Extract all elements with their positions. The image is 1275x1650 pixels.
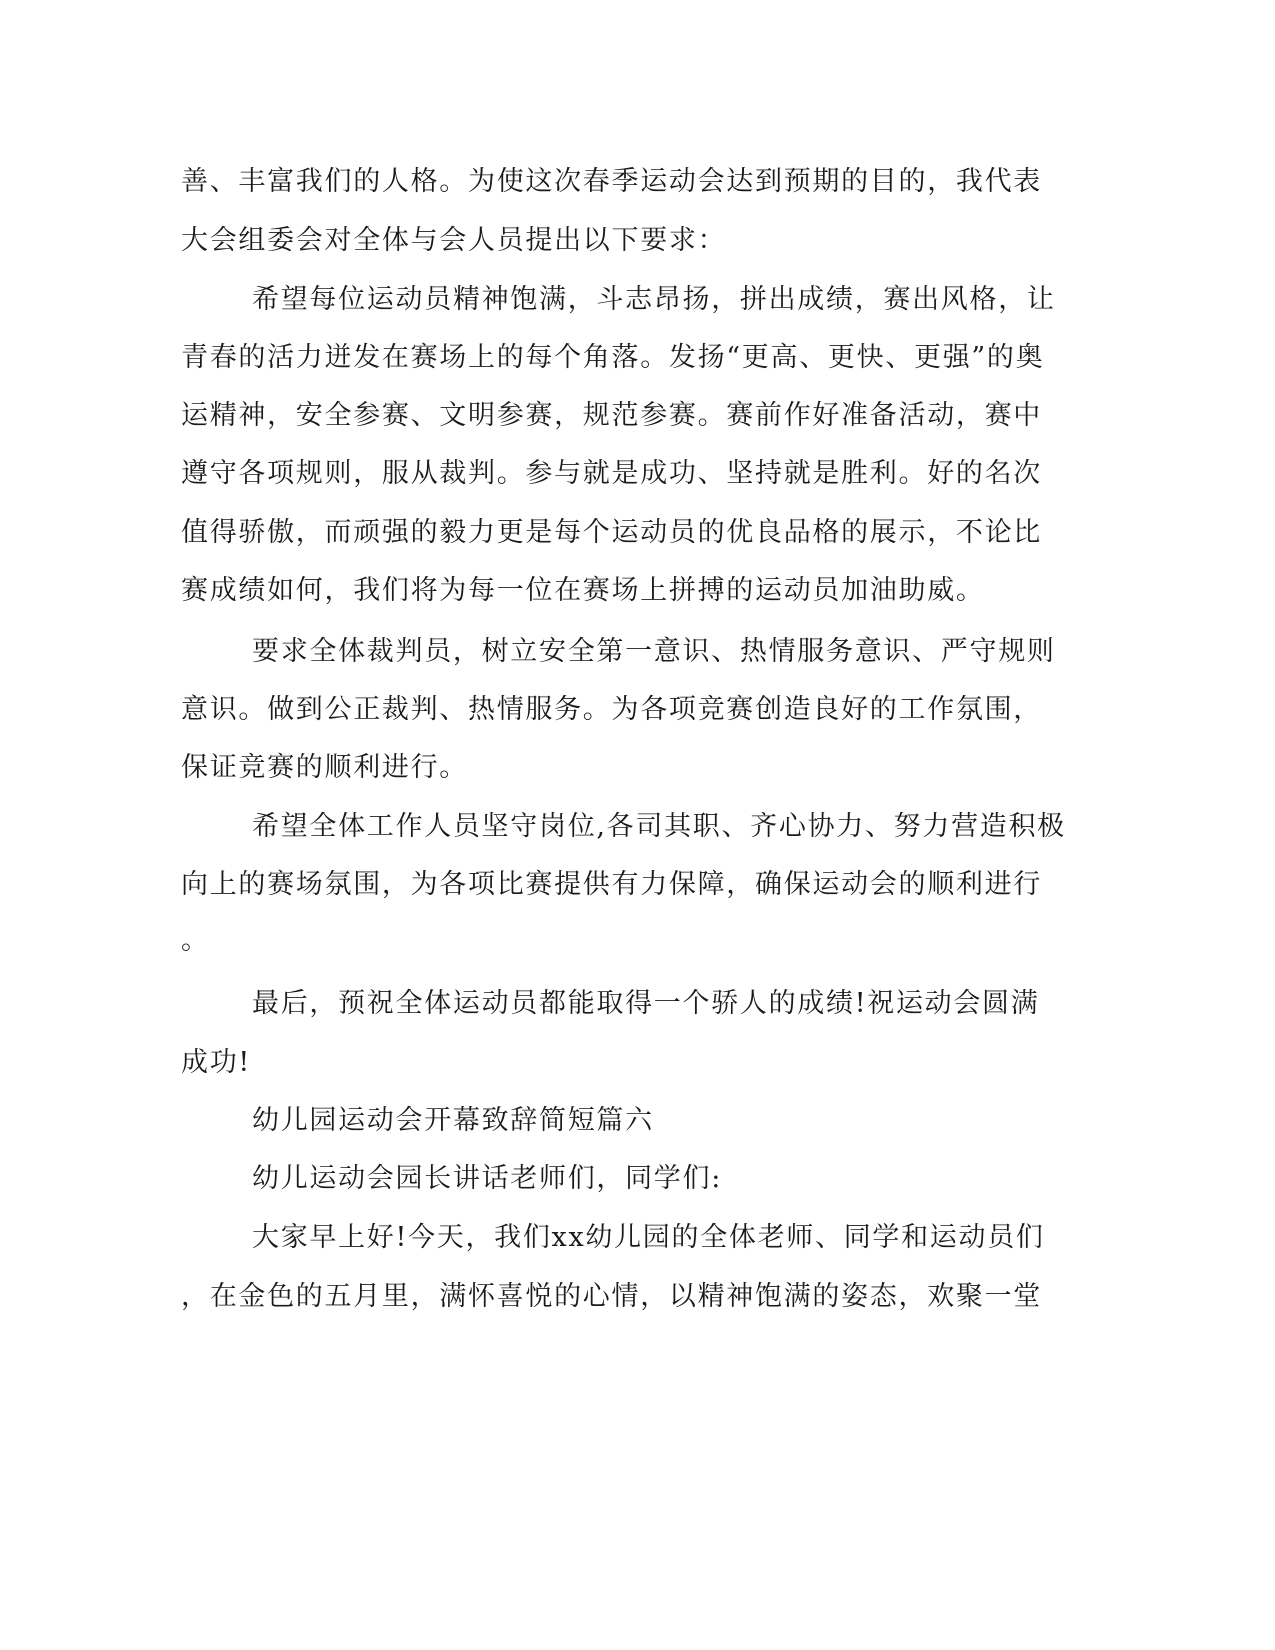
- text-line: 意识。做到公正裁判、热情服务。为各项竞赛创造良好的工作氛围，: [181, 694, 1042, 725]
- text-line: 。: [181, 925, 210, 956]
- text-line: 遵守各项规则，服从裁判。参与就是成功、坚持就是胜利。好的名次: [181, 458, 1042, 489]
- text-line: 希望全体工作人员坚守岗位,各司其职、齐心协力、努力营造积极: [252, 811, 1066, 842]
- text-line: 成功!: [181, 1047, 251, 1078]
- text-line: 大会组委会对全体与会人员提出以下要求：: [181, 225, 727, 256]
- text-line: 青春的活力迸发在赛场上的每个角落。发扬“更高、更快、更强”的奥: [181, 342, 1045, 373]
- text-line: 善、丰富我们的人格。为使这次春季运动会达到预期的目的，我代表: [181, 166, 1042, 197]
- text-line: 幼儿运动会园长讲话老师们，同学们:: [252, 1163, 722, 1194]
- text-line: 向上的赛场氛围，为各项比赛提供有力保障，确保运动会的顺利进行: [181, 869, 1042, 900]
- text-line: 赛成绩如何，我们将为每一位在赛场上拼搏的运动员加油助威。: [181, 575, 985, 606]
- text-line: 大家早上好!今天，我们xx幼儿园的全体老师、同学和运动员们: [252, 1222, 1045, 1253]
- text-line: 要求全体裁判员，树立安全第一意识、热情服务意识、严守规则: [252, 636, 1056, 667]
- text-line: 最后，预祝全体运动员都能取得一个骄人的成绩!祝运动会圆满: [252, 988, 1040, 1019]
- text-line: ，在金色的五月里，满怀喜悦的心情，以精神饱满的姿态，欢聚一堂: [181, 1281, 1042, 1312]
- text-line: 值得骄傲，而顽强的毅力更是每个运动员的优良品格的展示，不论比: [181, 517, 1042, 548]
- text-line: 运精神，安全参赛、文明参赛，规范参赛。赛前作好准备活动，赛中: [181, 400, 1042, 431]
- text-line: 保证竞赛的顺利进行。: [181, 752, 468, 783]
- text-line: 希望每位运动员精神饱满，斗志昂扬，拼出成绩，赛出风格，让: [252, 284, 1056, 315]
- section-heading: 幼儿园运动会开幕致辞简短篇六: [252, 1105, 654, 1136]
